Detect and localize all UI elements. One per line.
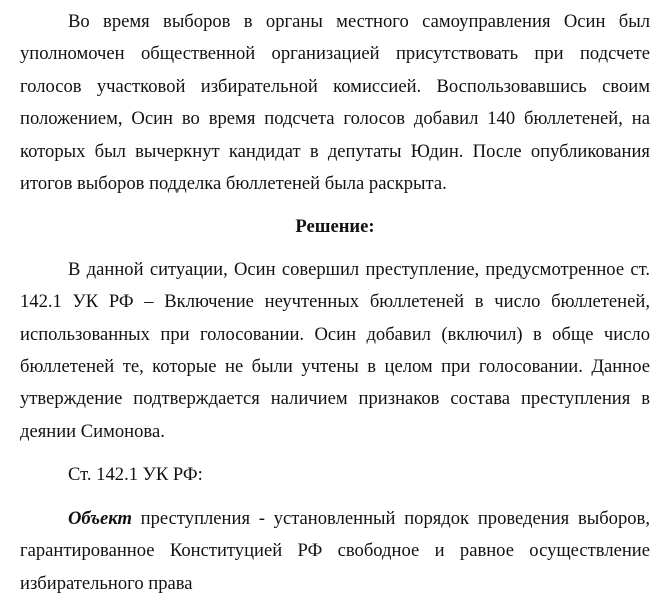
object-term: Объект [68, 507, 132, 529]
task-paragraph: Во время выборов в органы местного самоуправления Осин был уполномочен общественной организацией присутствовать при подсчете голосов участковой избирательной комиссией. Воспользовавшись своим положением, Осин во время подсчета голосов добавил 140 бюллетеней, на которых был вычеркнут кандидат в депутаты Юдин. После опубликования итогов выборов подделка бюллетеней была раскрыта. [20, 11, 650, 195]
object-text: преступления - установленный порядок проведения выборов, гарантированное Конституцией РФ свободное и равное осуществление избирательного права [20, 507, 650, 594]
object-paragraph [20, 503, 650, 600]
article-reference: Ст. 142.1 УК РФ: [68, 464, 203, 486]
solution-paragraph: В данной ситуации, Осин совершил преступление, предусмотренное ст. 142.1 УК РФ – Включение неучтенных бюллетеней в число бюллетеней, использованных при голосовании. Осин добавил (включил) в обще число бюллетеней те, которые не были учтены в целом при голосовании. Данное утверждение подтверждается наличием признаков состава преступления в деянии Симонова. [20, 258, 650, 442]
document-page [20, 6, 650, 600]
solution-heading: Решение: [295, 216, 375, 238]
